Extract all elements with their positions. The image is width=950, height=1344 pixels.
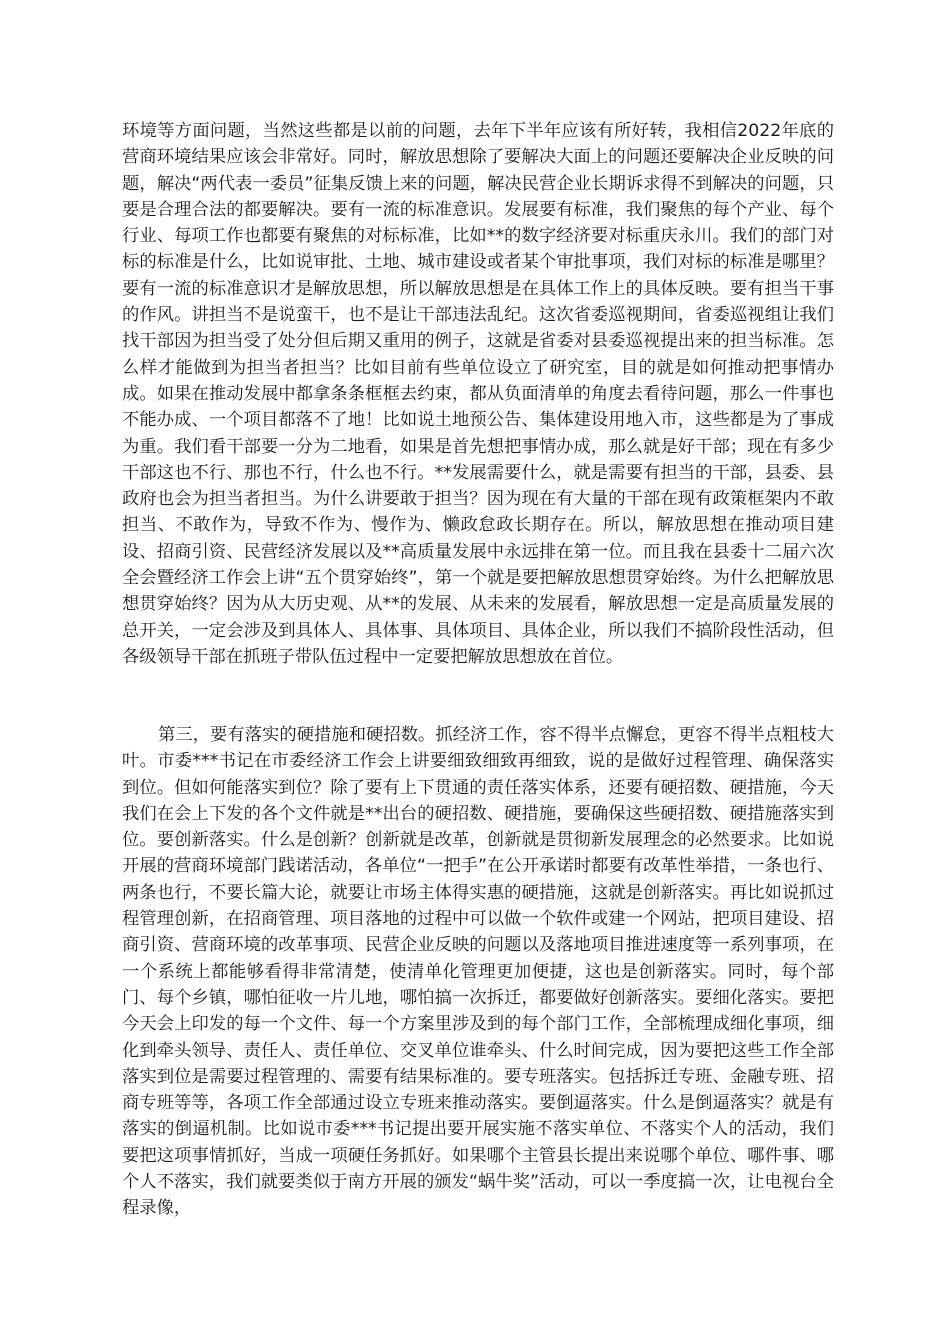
paragraph-1 (122, 118, 834, 670)
paragraph-2 (122, 722, 834, 1222)
paragraph-1-text: 环境等方面问题，当然这些都是以前的问题，去年下半年应该有所好转，我相信2022年底的营商环境结果应该会非常好。同时，解放思想除了要解决大面上的问题还要解决企业反映的问题，解决“两代表一委员”征集反馈上来的问题，解决民营企业长期诉求得不到解决的问题，只要是合理合法的都要解决。要有一流的标准意识。发展要有标准，我们聚焦的每个产业、每个行业、每项工作也都要有聚焦的对标标准，比如**的数字经济要对标重庆永川。我们的部门对标的标准是什么，比如说审批、土地、城市建设或者某个审批事项，我们对标的标准是哪里？要有一流的标准意识才是解放思想，所以解放思想是在具体工作上的具体反映。要有担当干事的作风。讲担当不是说蛮干，也不是让干部违法乱纪。这次省委巡视期间，省委巡视组让我们找干部因为担当受了处分但后期又重用的例子，这就是省委对县委巡视提出来的担当标准。怎么样才能做到为担当者担当？比如目前有些单位设立了研究室，目的就是如何推动把事情办成。如果在推动发展中都拿条条框框去约束，都从负面清单的角度去看待问题，那么一件事也不能办成、一个项目都落不了地！比如说土地预公告、集体建设用地入市，这些都是为了事成为重。我们看干部要一分为二地看，如果是首先想把事情办成，那么就是好干部；现在有多少干部这也不行、那也不行，什么也不行。**发展需要什么，就是需要有担当的干部，县委、县政府也会为担当者担当。为什么讲要敢于担当？因为现在有大量的干部在现有政策框架内不敢担当、不敢作为，导致不作为、慢作为、懒政怠政长期存在。所以，解放思想在推动项目建设、招商引资、民营经济发展以及**高质量发展中永远排在第一位。而且我在县委十二届六次全会暨经济工作会上讲“五个贯穿始终”，第一个就是要把解放思想贯穿始终。为什么把解放思想贯穿始终？因为从大历史观、从**的发展、从未来的发展看，解放思想一定是高质量发展的总开关，一定会涉及到具体人、具体事、具体项目、具体企业，所以我们不搞阶段性活动，但各级领导干部在抓班子带队伍过程中一定要把解放思想放在首位。 (122, 121, 834, 667)
paragraph-2-text: 第三，要有落实的硬措施和硬招数。抓经济工作，容不得半点懈怠，更容不得半点粗枝大叶。市委***书记在市委经济工作会上讲要细致细致再细致，说的是做好过程管理、确保落实到位。但如何能落实到位？除了要有上下贯通的责任落实体系，还要有硬招数、硬措施，今天我们在会上下发的各个文件就是**出台的硬招数、硬措施，要确保这些硬招数、硬措施落实到位。要创新落实。什么是创新？创新就是改革，创新就是贯彻新发展理念的必然要求。比如说开展的营商环境部门践诺活动，各单位“一把手”在公开承诺时都要有改革性举措，一条也行、两条也行，不要长篇大论，就要让市场主体得实惠的硬措施，这就是创新落实。再比如说抓过程管理创新，在招商管理、项目落地的过程中可以做一个软件或建一个网站，把项目建设、招商引资、营商环境的改革事项、民营企业反映的问题以及落地项目推进速度等一系列事项，在一个系统上都能够看得非常清楚，使清单化管理更加便捷，这也是创新落实。同时，每个部门、每个乡镇，哪怕征收一片儿地，哪怕搞一次拆迁，都要做好创新落实。要细化落实。要把今天会上印发的每一个文件、每一个方案里涉及到的每个部门工作，全部梳理成细化事项，细化到牵头领导、责任人、责任单位、交叉单位谁牵头、什么时间完成，因为要把这些工作全部落实到位是需要过程管理的、需要有结果标准的。要专班落实。包括拆迁专班、金融专班、招商专班等等，各项工作全部通过设立专班来推动落实。要倒逼落实。什么是倒逼落实？就是有落实的倒逼机制。比如说市委***书记提出要开展实施不落实单位、不落实个人的活动，我们要把这项事情抓好，当成一项硬任务抓好。如果哪个主管县长提出来说哪个单位、哪件事、哪个人不落实，我们就要类似于南方开展的颁发“蜗牛奖”活动，可以一季度搞一次，让电视台全程录像， (122, 725, 834, 1219)
